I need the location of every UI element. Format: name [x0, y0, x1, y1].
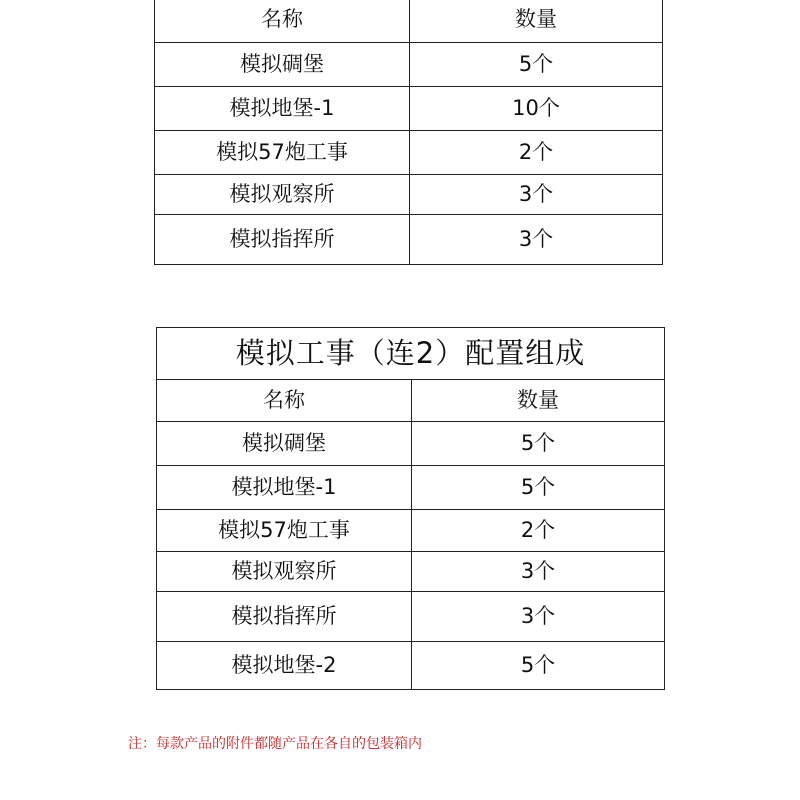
item-name: 模拟指挥所	[155, 215, 410, 265]
item-name: 模拟地堡-1	[157, 466, 412, 510]
item-name: 模拟观察所	[155, 175, 410, 215]
item-name: 模拟地堡-1	[155, 87, 410, 131]
table-row	[157, 552, 665, 592]
item-name: 模拟地堡-2	[157, 642, 412, 690]
table-header-row	[155, 0, 663, 43]
table-row	[155, 87, 663, 131]
header-name: 名称	[157, 380, 412, 422]
header-quantity: 数量	[410, 0, 663, 43]
item-quantity: 3个	[410, 175, 663, 215]
config-table-2	[156, 327, 665, 690]
config-table-1	[154, 0, 663, 265]
item-quantity: 5个	[412, 422, 665, 466]
header-quantity: 数量	[412, 380, 665, 422]
header-name: 名称	[155, 0, 410, 43]
item-quantity: 5个	[412, 466, 665, 510]
item-quantity: 5个	[412, 642, 665, 690]
table-header-row	[157, 380, 665, 422]
item-quantity: 2个	[412, 510, 665, 552]
item-quantity: 2个	[410, 131, 663, 175]
item-quantity: 3个	[412, 552, 665, 592]
table-row	[157, 466, 665, 510]
item-name: 模拟碉堡	[157, 422, 412, 466]
item-quantity: 3个	[412, 592, 665, 642]
item-quantity: 3个	[410, 215, 663, 265]
table-row	[155, 131, 663, 175]
item-name: 模拟指挥所	[157, 592, 412, 642]
item-name: 模拟57炮工事	[157, 510, 412, 552]
item-name: 模拟观察所	[157, 552, 412, 592]
table-row	[157, 592, 665, 642]
table-row	[155, 175, 663, 215]
table-title: 模拟工事（连2）配置组成	[157, 328, 665, 380]
table-title-row	[157, 328, 665, 380]
table-row	[155, 43, 663, 87]
item-name: 模拟57炮工事	[155, 131, 410, 175]
table-row	[157, 510, 665, 552]
table-row	[155, 215, 663, 265]
table-row	[157, 642, 665, 690]
item-quantity: 10个	[410, 87, 663, 131]
item-quantity: 5个	[410, 43, 663, 87]
packaging-note: 注：每款产品的附件都随产品在各自的包装箱内	[128, 736, 422, 752]
table-row	[157, 422, 665, 466]
item-name: 模拟碉堡	[155, 43, 410, 87]
